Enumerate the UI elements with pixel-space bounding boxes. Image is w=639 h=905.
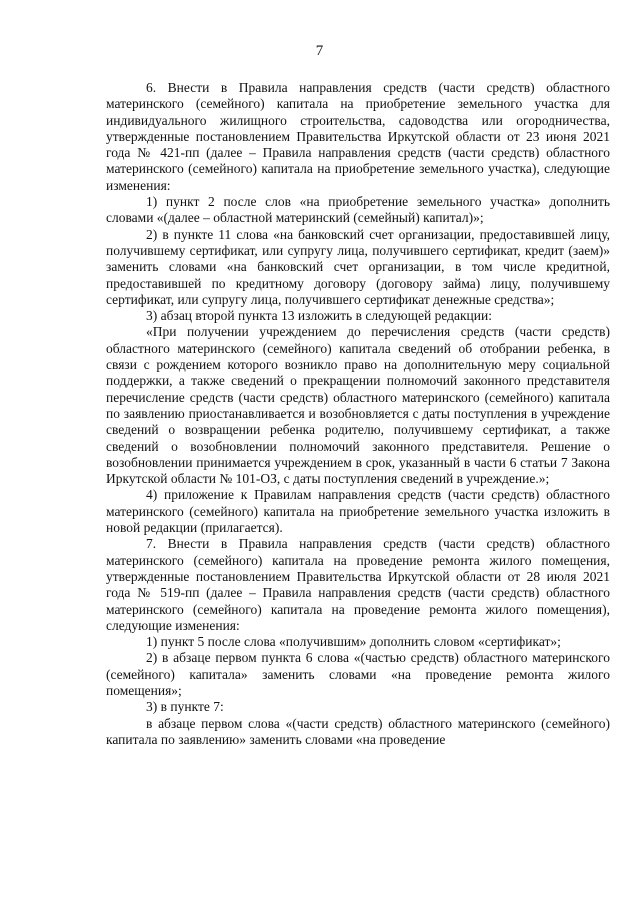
document-body (106, 80, 610, 748)
paragraph-item-7: 7. Внести в Правила направления средств (части средств) областного материнского (семейного) капитала на проведение ремонта жилого помещения, утвержденные постановлением Правительства Иркутской области от 28 июля 2021 года № 519-пп (далее – Правила направления средств (части средств) областного материнского (семейного) капитала на проведение ремонта жилого помещения), следующие изменения: (106, 536, 610, 633)
subparagraph-7-2: 2) в абзаце первом пункта 6 слова «(частью средств) областного материнского (семейного) капитала» заменить словами «на проведение ремонта жилого помещения»; (106, 650, 610, 698)
subparagraph-7-1: 1) пункт 5 после слова «получившим» дополнить словом «сертификат»; (146, 634, 561, 650)
quoted-paragraph: «При получении учреждением до перечисления средств (части средств) областного материнского (семейного) капитала сведений об отобрании ребенка, в связи с рождением которого возникло право на дополнительную меру социальной поддержки, а также сведений о прекращении полномочий законного представителя перечисление средств (части средств) областного материнского (семейного) капитала по заявлению приостанавливается и возобновляется с даты поступления в учреждение сведений о возвращении ребенка родителю, получившему сертификат, а также сведений о возобновлении полномочий законного представителя. Решение о возобновлении принимается учреждением в срок, указанный в части 6 статьи 7 Закона Иркутской области № 101-ОЗ, с даты поступления сведений в учреждение.»; (106, 324, 610, 487)
subparagraph-6-3: 3) абзац второй пункта 13 изложить в следующей редакции: (146, 308, 492, 324)
page-number: 7 (315, 43, 324, 59)
subparagraph-7-3: 3) в пункте 7: (146, 699, 224, 715)
subparagraph-6-2: 2) в пункте 11 слова «на банковский счет организации, предоставившей лицу, получившему сертификат, или супругу лица, получившего сертификат, кредит (заем)» заменить словами «на банковский счет организации, в том числе кредитной, предоставившей по кредитному договору (договору займа) лицу, получившему сертификат, или супругу лица, получившего сертификат денежные средства»; (106, 226, 610, 307)
subparagraph-6-1: 1) пункт 2 после слов «на приобретение земельного участка» дополнить словами «(далее – областной материнский (семейный) капитал)»; (106, 194, 610, 226)
subparagraph-6-4: 4) приложение к Правилам направления средств (части средств) областного материнского (семейного) капитала на приобретение земельного участка изложить в новой редакции (прилагается). (106, 487, 610, 536)
paragraph-item-6: 6. Внести в Правила направления средств (части средств) областного материнского (семейного) капитала на приобретение земельного участка для индивидуального жилищного строительства, садоводства или огородничества, утвержденные постановлением Правительства Иркутской области от 23 июня 2021 года № 421-пп (далее – Правила направления средств (части средств) областного материнского (семейного) капитала на приобретение земельного участка), следующие изменения: (106, 80, 610, 193)
subparagraph-7-3-abzac: в абзаце первом слова «(части средств) областного материнского (семейного) капитала по заявлению» заменить словами «на проведение (106, 715, 610, 747)
